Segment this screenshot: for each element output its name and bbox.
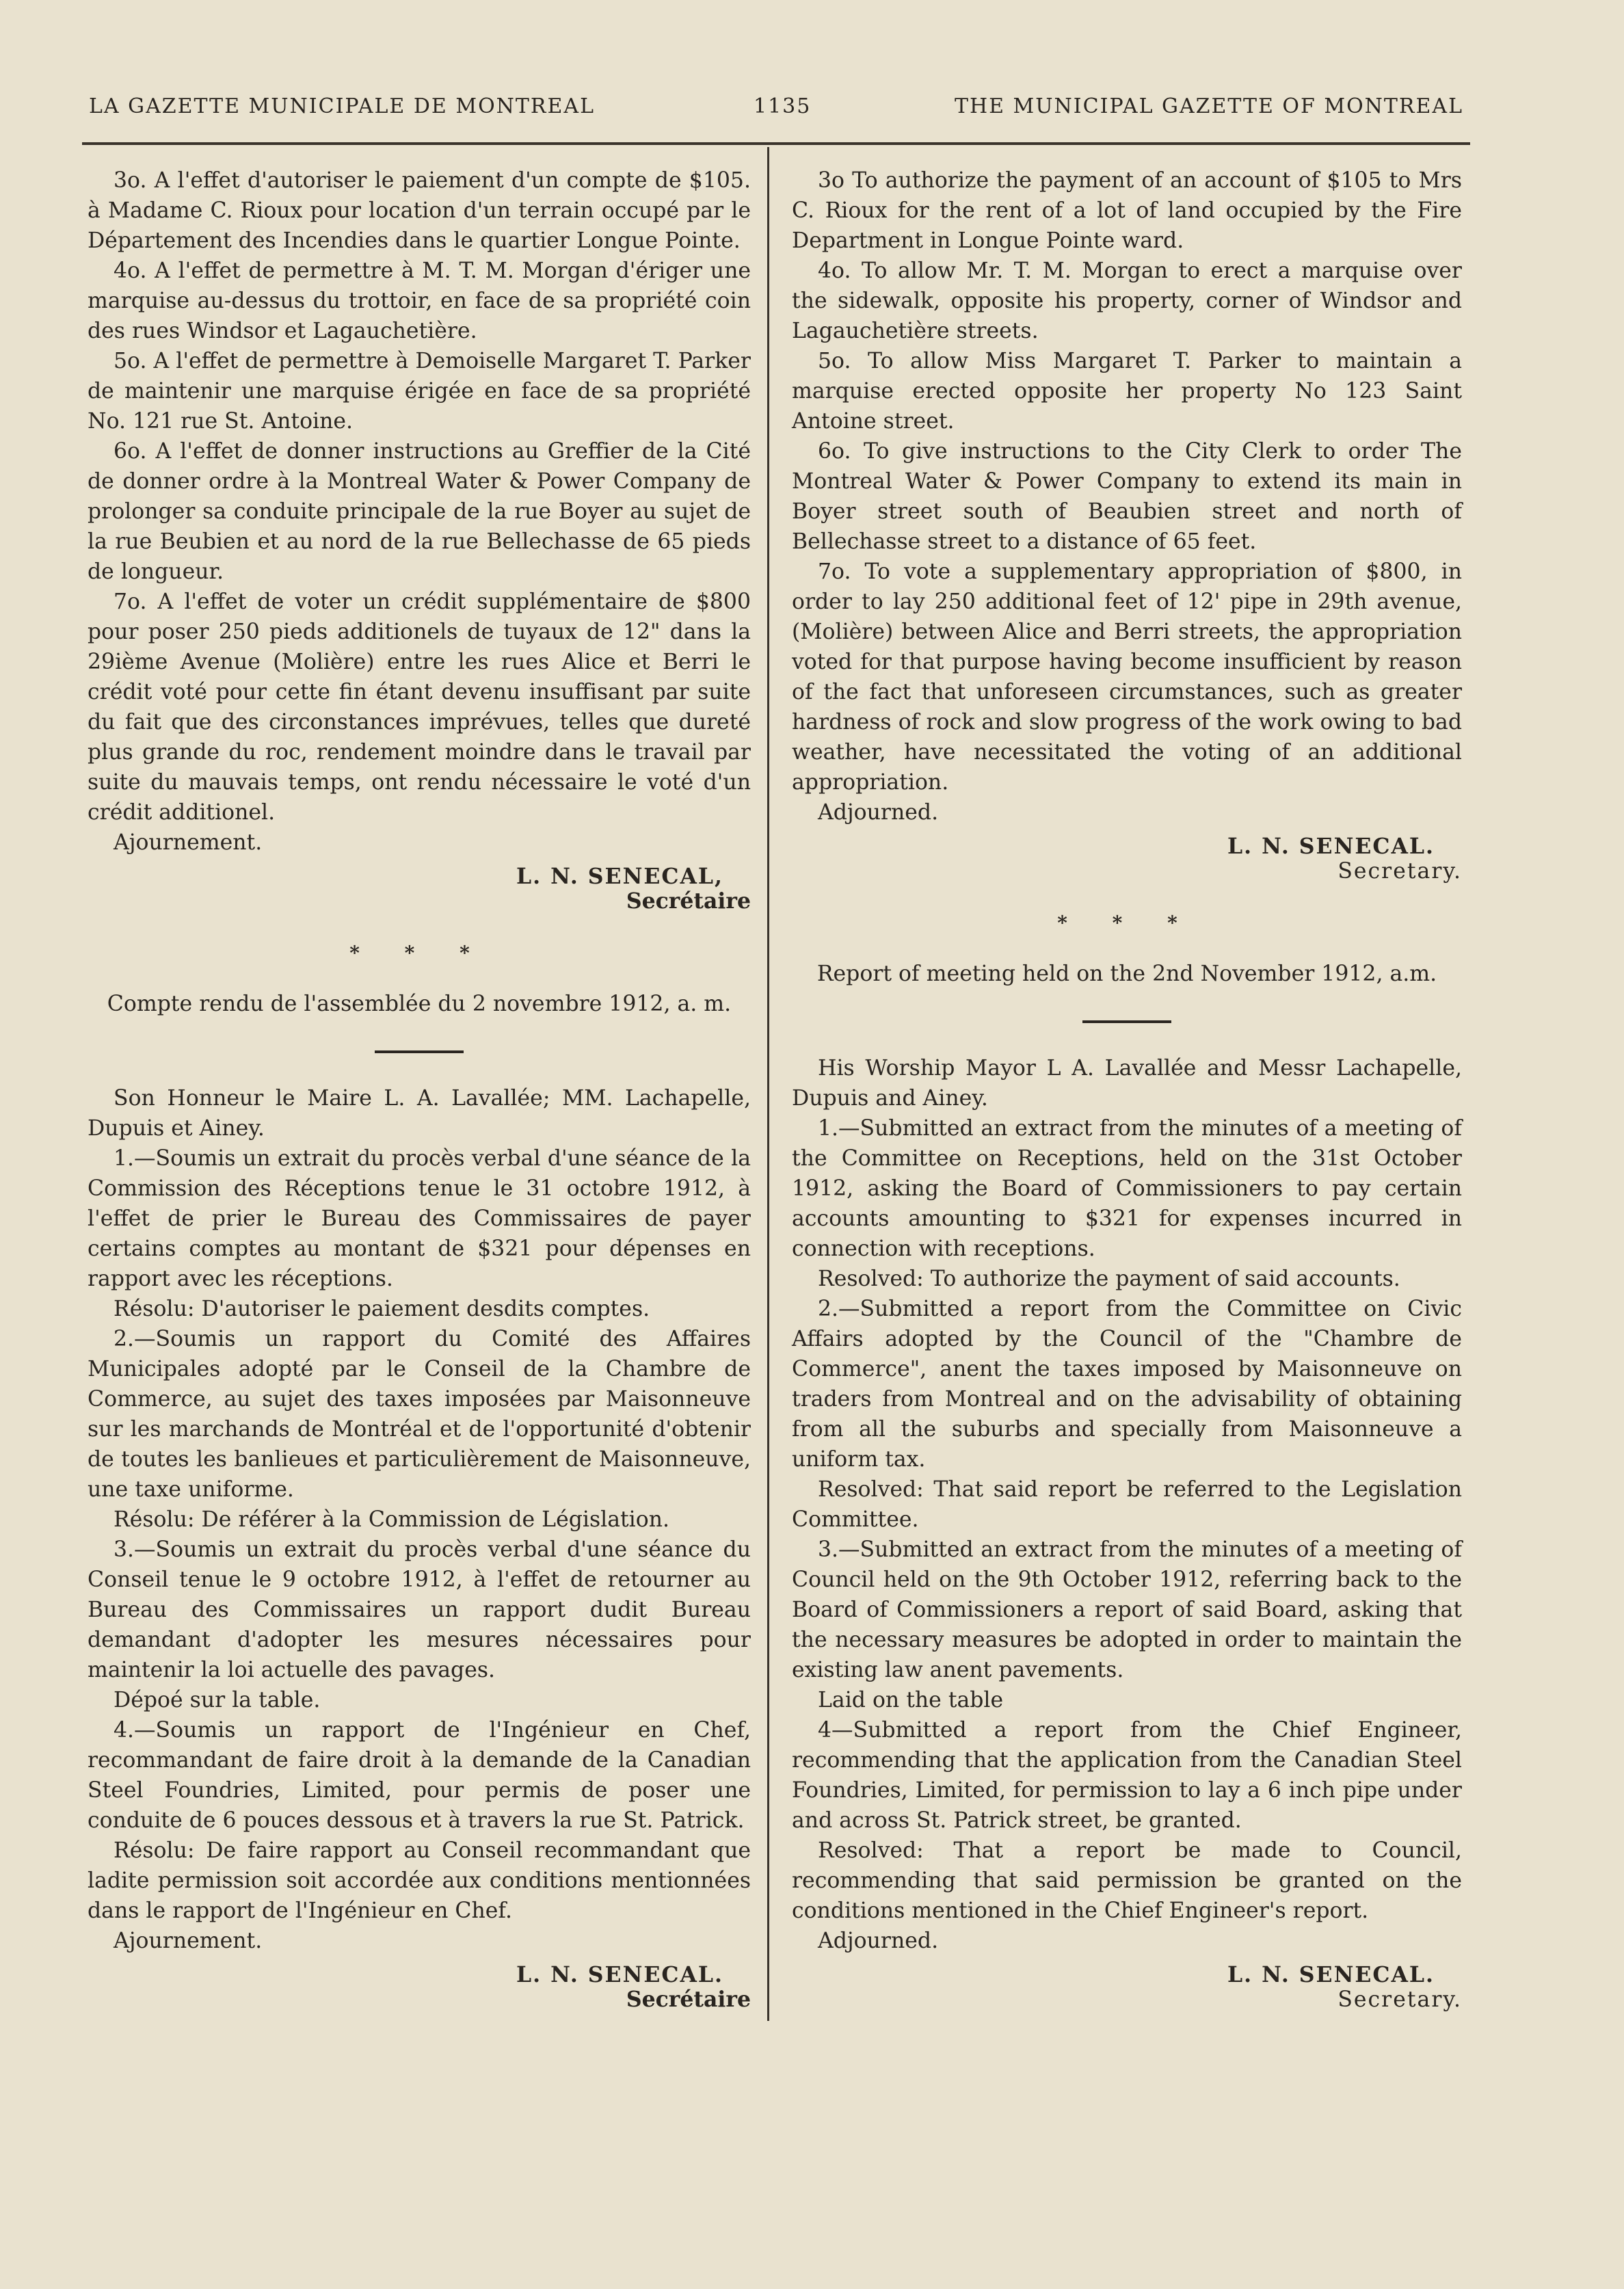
signature-role: Secrétaire [626,888,751,914]
fr-item-1: 1.—Soumis un extrait du procès verbal d'une séance de la Commission des Réceptions tenue le 31 octobre 1912, à l'effet de prier le Bureau des Commissaires de payer certains comptes au montant de $321 pour dépenses en rapport avec les réceptions. [88,1146,751,1291]
header-english-title: THE MUNICIPAL GAZETTE OF MONTREAL [954,94,1463,118]
header-french-title: LA GAZETTE MUNICIPALE DE MONTREAL [89,94,596,118]
signature-name: L. N. SENECAL. [1227,1962,1435,1987]
section-separator: * * * [1057,912,1197,934]
header-rule [82,142,1470,145]
fr-resolution-6: 6o. A l'effet de donner instructions au Greffier de la Cité de donner ordre à la Montreal Water & Power Company de prolonger sa conduite principale de la rue Boyer au sujet de la rue Beubien et au nord de la rue Bellechasse de 65 pieds de longueur. [88,439,751,584]
en-signature-1 [792,834,1462,884]
signature-role: Secrétaire [626,1987,751,2012]
en-resolution-3: 3o To authorize the payment of an account of $105 to Mrs C. Rioux for the rent of a lot of land occupied by the Fire Department in Longue Pointe ward. [792,168,1462,253]
en-resolution-6: 6o. To give instructions to the City Clerk to order The Montreal Water & Power Company to extend its main in Boyer street south of Beaubien street and north of Bellechasse street to a distance of 65 feet. [792,439,1462,554]
fr-resolution-4: 4o. A l'effet de permettre à M. T. M. Morgan d'ériger une marquise au-dessus du trottoir, en face de sa propriété coin des rues Windsor et Lagauchetière. [88,259,751,343]
fr-report-title: Compte rendu de l'assemblée du 2 novembre 1912, a. m. [107,992,732,1016]
en-resolution-item-1: Resolved: To authorize the payment of said accounts. [818,1267,1400,1291]
signature-name: L. N. SENECAL. [1227,834,1435,859]
signature-name: L. N. SENECAL, [516,864,723,889]
section-separator: * * * [349,942,489,964]
french-column [88,166,751,2012]
en-resolution-item-3: Laid on the table [818,1688,1004,1712]
en-resolution-item-4: Resolved: That a report be made to Council, recommending that said permission be granted on the conditions mentioned in the Chief Engineer's report. [792,1838,1462,1923]
fr-signature-1 [88,864,751,914]
en-signature-2 [792,1963,1462,2012]
fr-resolution-5: 5o. A l'effet de permettre à Demoiselle Margaret T. Parker de maintenir une marquise érigée en face de sa propriété No. 121 rue St. Antoine. [88,349,751,434]
fr-resolution-item-2: Résolu: De référer à la Commission de Législation. [114,1507,670,1532]
fr-item-4: 4.—Soumis un rapport de l'Ingénieur en Chef, recommandant de faire droit à la demande de la Canadian Steel Foundries, Limited, pour permis de poser une conduite de 6 pouces dessous et à travers la rue St. Patrick. [88,1718,751,1833]
en-resolution-item-2: Resolved: That said report be referred to the Legislation Committee. [792,1477,1462,1532]
en-adjournment-2: Adjourned. [818,1929,939,1953]
en-attendance: His Worship Mayor L A. Lavallée and Messr Lachapelle, Dupuis and Ainey. [792,1056,1462,1111]
en-resolution-7: 7o. To vote a supplementary appropriation of $800, in order to lay 250 additional feet of 12' pipe in 29th avenue, (Molière) between Alice and Berri streets, the appropriation voted for that purpose having become insufficient by reason of the fact that unforeseen circumstances, such as greater hardness of rock and slow progress of the work owing to bad weather, have necessitated the voting of an additional appropriation. [792,559,1462,795]
fr-resolution-7: 7o. A l'effet de voter un crédit supplémentaire de $800 pour poser 250 pieds additionels de tuyaux de 12" dans la 29ième Avenue (Molière) entre les rues Alice et Berri le crédit voté pour cette fin étant devenu insuffisant par suite du fait que des circonstances imprévues, telles que dureté plus grande du roc, rendement moindre dans le travail par suite du mauvais temps, ont rendu nécessaire le voté d'un crédit additionel. [88,590,751,825]
fr-attendance: Son Honneur le Maire L. A. Lavallée; MM. Lachapelle, Dupuis et Ainey. [88,1086,751,1141]
fr-item-3: 3.—Soumis un extrait du procès verbal d'une séance du Conseil tenue le 9 octobre 1912, à l'effet de retourner au Bureau des Commissaires un rapport dudit Bureau demandant d'adopter les mesures nécessaires pour maintenir la loi actuelle des pavages. [88,1537,751,1682]
fr-resolution-item-1: Résolu: D'autoriser le paiement desdits comptes. [114,1297,650,1321]
page-header [89,94,1463,129]
title-rule [1082,1020,1171,1023]
signature-name: L. N. SENECAL. [516,1962,723,1987]
fr-resolution-item-3: Dépoé sur la table. [114,1688,321,1712]
signature-role: Secretary. [1337,1987,1462,2012]
en-resolution-4: 4o. To allow Mr. T. M. Morgan to erect a marquise over the sidewalk, opposite his property, corner of Windsor and Lagauchetière streets. [792,259,1462,343]
fr-adjournment-2: Ajournement. [114,1929,263,1953]
fr-adjournment: Ajournement. [114,830,263,855]
en-item-2: 2.—Submitted a report from the Committee on Civic Affairs adopted by the Council of the "Chambre de Commerce", anent the taxes imposed by Maisonneuve on traders from Montreal and on the advisability of obtaining from all the suburbs and specially from Maisonneuve a uniform tax. [792,1297,1462,1472]
en-report-title: Report of meeting held on the 2nd November 1912, a.m. [816,962,1437,986]
page-number: 1135 [754,94,812,118]
en-resolution-5: 5o. To allow Miss Margaret T. Parker to maintain a marquise erected opposite her property No 123 Saint Antoine street. [792,349,1462,434]
en-item-4: 4—Submitted a report from the Chief Engineer, recommending that the application from the Canadian Steel Foundries, Limited, for permission to lay a 6 inch pipe under and across St. Patrick street, be granted. [792,1718,1462,1833]
english-column [792,166,1462,2012]
fr-resolution-3: 3o. A l'effet d'autoriser le paiement d'un compte de $105. à Madame C. Rioux pour location d'un terrain occupé par le Département des Incendies dans le quartier Longue Pointe. [88,168,751,253]
en-adjournment: Adjourned. [818,800,939,825]
column-divider [767,147,769,2021]
fr-resolution-item-4: Résolu: De faire rapport au Conseil recommandant que ladite permission soit accordée aux conditions mentionnées dans le rapport de l'Ingénieur en Chef. [88,1838,751,1923]
title-rule [375,1050,464,1053]
fr-item-2: 2.—Soumis un rapport du Comité des Affaires Municipales adopté par le Conseil de la Chambre de Commerce, au sujet des taxes imposées par Maisonneuve sur les marchands de Montréal et de l'opportunité d'obtenir de toutes les banlieues et particulièrement de Maisonneuve, une taxe uniforme. [88,1327,751,1502]
fr-signature-2 [88,1963,751,2012]
signature-role: Secretary. [1337,859,1462,884]
en-item-1: 1.—Submitted an extract from the minutes of a meeting of the Committee on Receptions, held on the 31st October 1912, asking the Board of Commissioners to pay certain accounts amounting to $321 for expenses incurred in connection with receptions. [792,1116,1462,1261]
en-item-3: 3.—Submitted an extract from the minutes of a meeting of Council held on the 9th October 1912, referring back to the Board of Commissioners a report of said Board, asking that the necessary measures be adopted in order to maintain the existing law anent pavements. [792,1537,1462,1682]
